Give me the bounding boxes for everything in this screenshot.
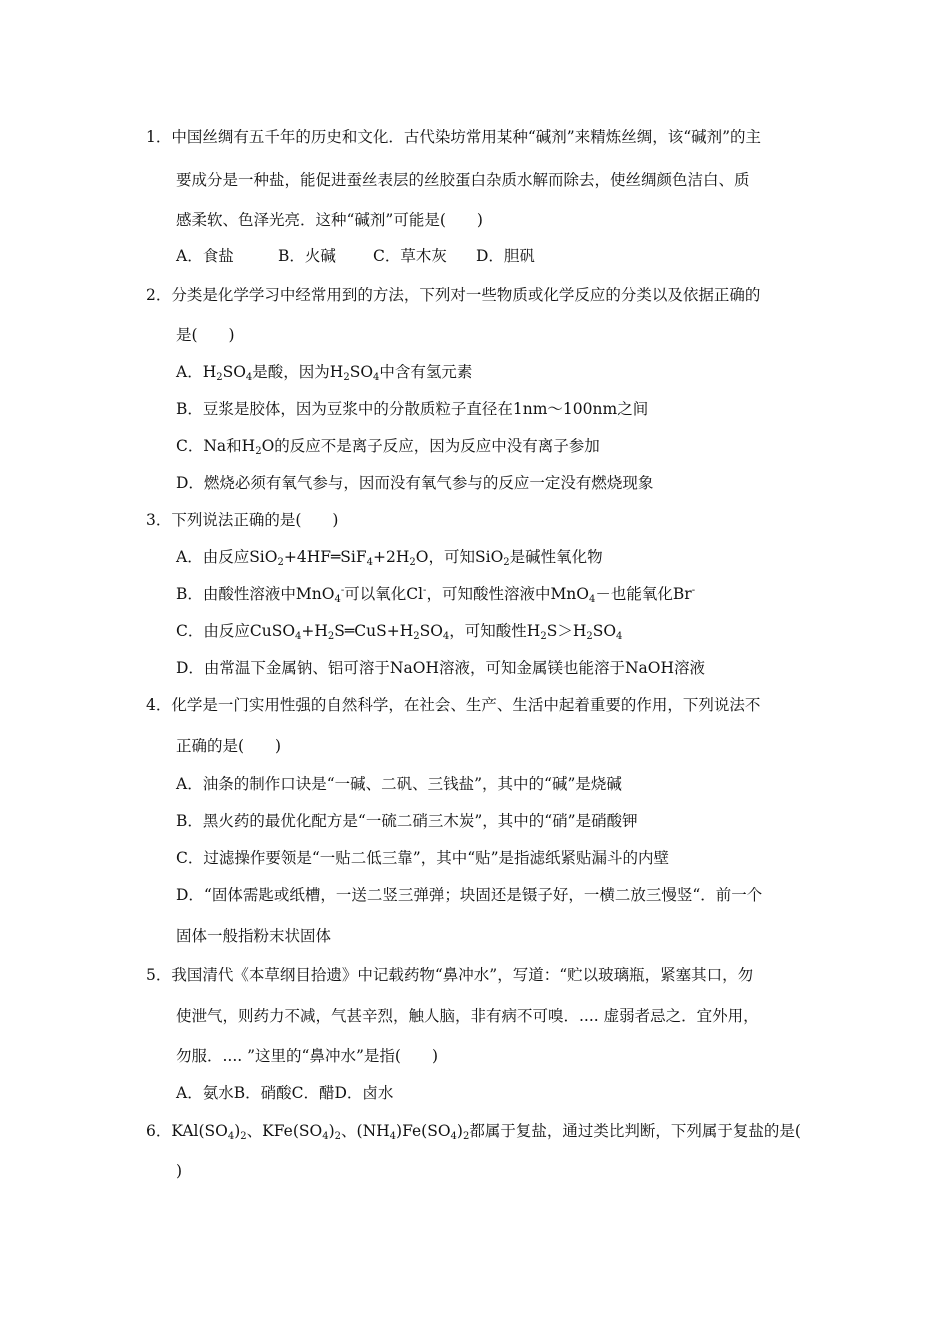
question-5-options [176,1083,393,1103]
question-2-option-b: B．豆浆是胶体，因为豆浆中的分散质粒子直径在1nm～100nm之间 [176,400,649,418]
question-1-options [176,246,535,266]
option-a: A．氨水 [176,1084,234,1102]
question-5-stem: 5．我国清代《本草纲目拾遗》中记载药物“鼻冲水”，写道：“贮以玻璃瓶，紧塞其口，勿 [146,966,754,984]
question-6-stem: 6．$KAl(SO_4)_2$、$KFe(SO_4)_2$、$(NH_4)Fe(SO_4)_2$都属于复盐，通过类比判断，下列属于复盐的是( [146,1122,801,1142]
question-4-option-c: C．过滤操作要领是“一贴二低三靠”，其中“贴”是指滤纸紧贴漏斗的内壁 [176,849,670,867]
question-2-stem: 2．分类是化学学习中经常用到的方法，下列对一些物质或化学反应的分类以及依据正确的 [146,286,761,304]
question-2-option-d: D．燃烧必须有氧气参与，因而没有氧气参与的反应一定没有燃烧现象 [176,474,654,492]
question-2-option-c: C．Na和$H_2O$的反应不是离子反应，因为反应中没有离子参加 [176,437,600,457]
option-d: D．胆矾 [476,247,535,265]
question-5-stem-end: 勿服．.... ”这里的“鼻冲水”是指( ) [176,1047,439,1065]
option-a: A．食盐 [176,247,234,265]
option-d: D．卤水 [334,1084,394,1102]
question-3-option-c: C．由反应$CuSO_4+H_2S═CuS+H_2SO_4$，可知酸性$H_2S>H_2SO_4$ [176,622,623,642]
question-4-option-d: D．“固体需匙或纸槽，一送二竖三弹弹；块固还是镊子好，一横二放三慢竖“．前一个 [176,886,763,904]
option-b: B．火碱 [278,247,336,265]
question-1-stem: 1．中国丝绸有五千年的历史和文化．古代染坊常用某种“碱剂”来精炼丝绸，该“碱剂”的主 [146,128,762,146]
question-1-stem-end: 感柔软、色泽光亮．这种“碱剂”可能是( ) [176,211,483,229]
question-4-option-a: A．油条的制作口诀是“一碱、二矾、三钱盐”，其中的“碱”是烧碱 [176,775,622,793]
question-4-option-b: B．黑火药的最优化配方是“一硫二硝三木炭”，其中的“硝”是硝酸钾 [176,812,638,830]
question-5-stem-cont: 使泄气，则药力不减，气甚辛烈，触人脑，非有病不可嗅．.... 虚弱者忌之．宜外用， [176,1007,759,1025]
question-3-option-b: B．由酸性溶液中MnO$_4$-可以氧化Cl-，可知酸性溶液中MnO$_4$－也能氧化Br- [176,585,696,605]
question-6-stem-end: ) [176,1162,183,1180]
question-4-stem-end: 正确的是( ) [176,737,282,755]
question-1-stem-cont: 要成分是一种盐，能促进蚕丝表层的丝胶蛋白杂质水解而除去，使丝绸颜色洁白、质 [176,171,750,189]
question-4-option-d-cont: 固体一般指粉末状固体 [176,927,332,945]
question-3-stem: 3．下列说法正确的是( ) [146,511,339,529]
question-3-option-a: A．由反应$SiO_2+4HF═SiF_4+2H_2O$，可知SiO$_2$是碱性氧化物 [176,548,603,568]
option-b: B．硝酸 [233,1084,292,1102]
option-c: C．草木灰 [373,247,447,265]
option-c: C．醋 [291,1084,335,1102]
question-4-stem: 4．化学是一门实用性强的自然科学，在社会、生产、生活中起着重要的作用，下列说法不 [146,696,761,714]
question-2-option-a: A．$H_2SO_4$是酸，因为$H_2SO_4$中含有氢元素 [176,363,473,383]
question-3-option-d: D．由常温下金属钠、铝可溶于NaOH溶液，可知金属镁也能溶于NaOH溶液 [176,659,705,677]
question-2-stem-end: 是( ) [176,326,235,344]
